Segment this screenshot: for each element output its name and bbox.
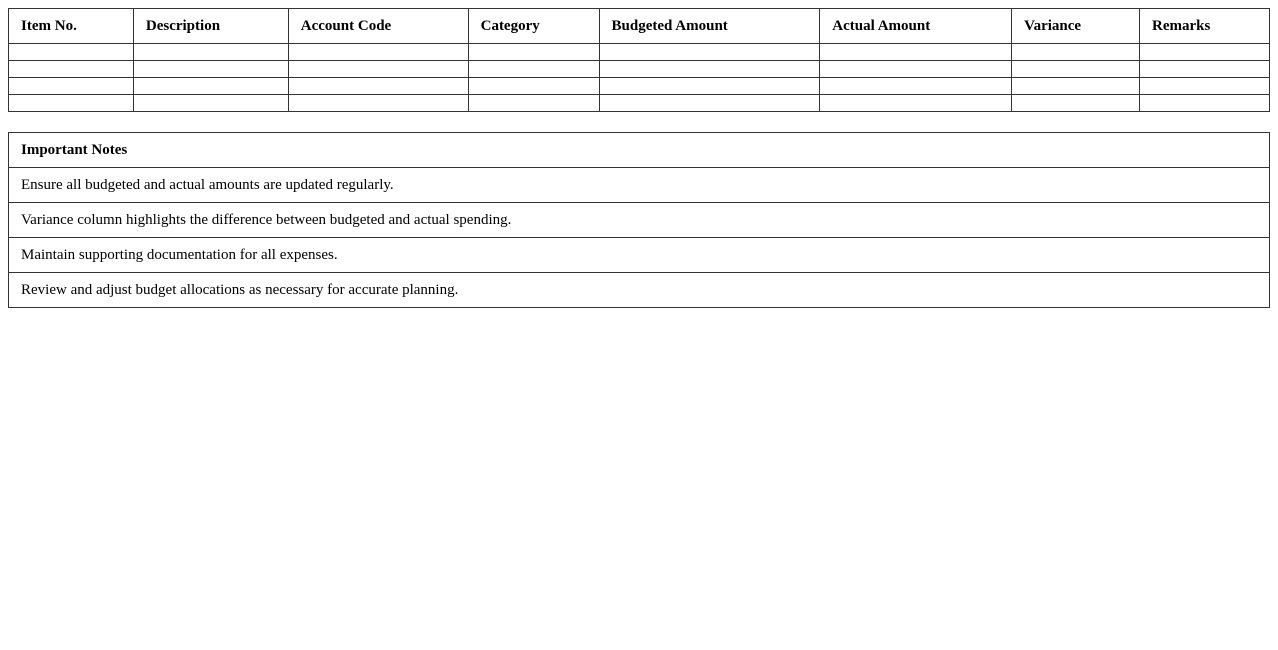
table-cell [599, 61, 820, 78]
table-cell [1140, 95, 1270, 112]
column-header-category: Category [468, 9, 599, 44]
table-cell [1140, 78, 1270, 95]
table-cell [133, 44, 288, 61]
table-cell [820, 95, 1012, 112]
column-header-description: Description [133, 9, 288, 44]
table-cell [468, 44, 599, 61]
note-item: Review and adjust budget allocations as necessary for accurate planning. [9, 273, 1270, 308]
table-cell [1012, 44, 1140, 61]
table-cell [288, 78, 468, 95]
column-header-item-no: Item No. [9, 9, 134, 44]
note-item: Ensure all budgeted and actual amounts are updated regularly. [9, 168, 1270, 203]
table-cell [9, 44, 134, 61]
column-header-account-code: Account Code [288, 9, 468, 44]
table-cell [288, 95, 468, 112]
table-cell [599, 95, 820, 112]
table-cell [599, 44, 820, 61]
table-cell [599, 78, 820, 95]
note-row [9, 203, 1270, 238]
notes-header-row [9, 133, 1270, 168]
note-row [9, 168, 1270, 203]
budget-table [8, 8, 1270, 112]
column-header-variance: Variance [1012, 9, 1140, 44]
table-cell [9, 61, 134, 78]
table-cell [468, 78, 599, 95]
table-cell [1140, 44, 1270, 61]
table-cell [9, 95, 134, 112]
table-cell [9, 78, 134, 95]
table-cell [1012, 61, 1140, 78]
table-row [9, 78, 1270, 95]
note-item: Maintain supporting documentation for all expenses. [9, 238, 1270, 273]
column-header-actual-amount: Actual Amount [820, 9, 1012, 44]
table-cell [133, 78, 288, 95]
table-row [9, 95, 1270, 112]
table-cell [288, 61, 468, 78]
column-header-remarks: Remarks [1140, 9, 1270, 44]
table-cell [288, 44, 468, 61]
table-cell [820, 78, 1012, 95]
header-row [9, 9, 1270, 44]
table-cell [468, 61, 599, 78]
notes-title: Important Notes [9, 133, 1270, 168]
note-row [9, 238, 1270, 273]
table-cell [1140, 61, 1270, 78]
table-row [9, 61, 1270, 78]
table-cell [820, 44, 1012, 61]
table-cell [820, 61, 1012, 78]
table-cell [1012, 78, 1140, 95]
table-cell [133, 95, 288, 112]
table-row [9, 44, 1270, 61]
table-cell [1012, 95, 1140, 112]
table-cell [468, 95, 599, 112]
note-item: Variance column highlights the difference between budgeted and actual spending. [9, 203, 1270, 238]
note-row [9, 273, 1270, 308]
notes-table [8, 132, 1270, 308]
column-header-budgeted-amount: Budgeted Amount [599, 9, 820, 44]
table-cell [133, 61, 288, 78]
